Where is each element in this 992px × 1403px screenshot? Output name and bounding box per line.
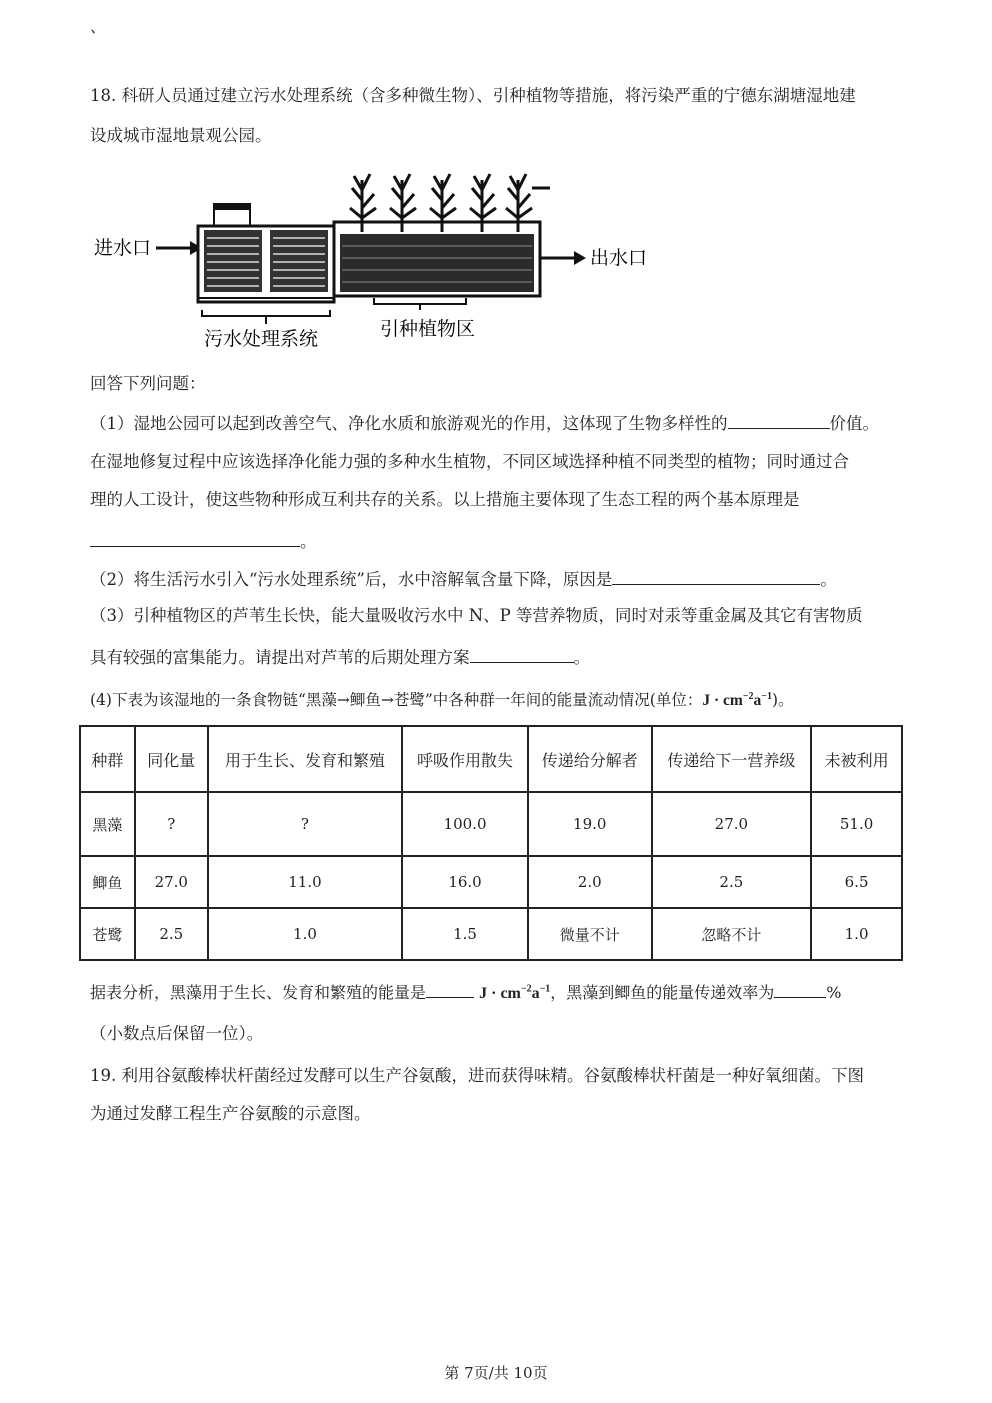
outlet-label: 出水口 [590,247,648,269]
answer-blank-5[interactable] [426,981,474,998]
table-row [80,908,902,960]
part1-text: （1）湿地公园可以起到改善空气、净化水质和旅游观光的作用，这体现了生物多样性的 [90,414,728,433]
part4-text: (4)下表为该湿地的一条食物链“黑藻→鲫鱼→苍鹭”中各种群一年间的能量流动情况(单位： [90,691,703,709]
part1-end: 价值。 [829,414,879,433]
table-row [80,792,902,856]
analysis-a: 据表分析，黑藻用于生长、发育和繁殖的能量是 [90,983,427,1002]
table-row [80,856,902,908]
header-growth: 用于生长、发育和繁殖 [208,726,402,792]
table-cell: 6.5 [811,856,902,908]
energy-unit: $J \cdot cm^{-2}a^{-1}$ [702,690,772,709]
table-cell: 16.0 [402,856,528,908]
page-footer: 第 7页/共 10页 [444,1364,548,1382]
part2-text: （2）将生活污水引入“污水处理系统”后，水中溶解氧含量下降，原因是 [90,570,613,589]
wetland-diagram [90,160,660,360]
table-cell: 苍鹭 [80,908,135,960]
table-header-row [80,726,902,792]
analysis-percent: % [826,983,842,1002]
answer-blank-6[interactable] [774,981,826,998]
table-cell: 2.5 [652,856,812,908]
part4-close: )。 [771,691,794,709]
answer-prompt: 回答下列问题： [90,374,206,393]
q18-part1-line3: 理的人工设计，使这些物种形成互利共存的关系。以上措施主要体现了生态工程的两个基本原理是 [90,490,800,509]
table-cell: ? [208,792,402,856]
inlet-label: 进水口 [94,237,152,259]
table-cell: 1.0 [208,908,402,960]
q18-part1-line4 [90,530,317,552]
table-cell: 1.0 [811,908,902,960]
header-unused: 未被利用 [811,726,902,792]
answer-blank-3[interactable] [612,568,820,585]
table-cell: 黑藻 [80,792,135,856]
analysis-note: （小数点后保留一位）。 [90,1024,264,1043]
table-cell: 2.0 [528,856,652,908]
header-population: 种群 [80,726,135,792]
part3-end: 。 [573,648,590,667]
table-cell: 鲫鱼 [80,856,135,908]
table-cell: 100.0 [402,792,528,856]
answer-blank-1[interactable] [728,412,830,429]
table-cell: 11.0 [208,856,402,908]
energy-flow-table [79,725,903,961]
table-cell: 微量不计 [528,908,652,960]
table-cell: 51.0 [811,792,902,856]
header-next-level: 传递给下一营养级 [652,726,812,792]
sewage-tank [198,226,334,302]
analysis-unit: $J \cdot cm^{-2}a^{-1}$ [479,983,551,1002]
q18-part1-line1 [90,412,879,434]
table-cell: 忽略不计 [652,908,812,960]
header-decomposer: 传递给分解者 [528,726,652,792]
q19-line2: 为通过发酵工程生产谷氨酸的示意图。 [90,1104,371,1123]
part2-end: 。 [820,570,837,589]
q18-part1-line2: 在湿地修复过程中应该选择净化能力强的多种水生植物，不同区域选择种植不同类型的植物；同时通过合 [90,452,849,471]
plant-zone-label: 引种植物区 [380,318,476,340]
header-assimilation: 同化量 [135,726,208,792]
q19-line1: 19. 利用谷氨酸棒状杆菌经过发酵可以生产谷氨酸，进而获得味精。谷氨酸棒状杆菌是一种好氧细菌。下图 [90,1066,864,1085]
q18-intro-line2: 设成城市湿地景观公园。 [90,126,272,145]
answer-blank-2[interactable] [90,530,300,547]
q18-part3-line1: （3）引种植物区的芦苇生长快，能大量吸收污水中 N、P 等营养物质，同时对汞等重金属及其它有害物质 [90,606,863,625]
table-cell: 27.0 [135,856,208,908]
table-cell: 2.5 [135,908,208,960]
q18-intro-line1: 18. 科研人员通过建立污水处理系统（含多种微生物）、引种植物等措施，将污染严重的宁德东湖塘湿地建 [90,86,856,105]
table-cell: ? [135,792,208,856]
table-cell: 27.0 [652,792,812,856]
table-cell: 19.0 [528,792,652,856]
header-respiration: 呼吸作用散失 [402,726,528,792]
q18-part2 [90,568,837,590]
analysis-b: ，黑藻到鲫鱼的能量传递效率为 [550,983,775,1002]
answer-blank-4[interactable] [470,646,574,663]
table-cell: 1.5 [402,908,528,960]
part1-line4-end: 。 [300,532,317,551]
q18-part3-line2 [90,646,590,668]
sewage-system-label: 污水处理系统 [204,328,319,350]
part3-text: 具有较强的富集能力。请提出对芦苇的后期处理方案 [90,648,470,667]
analysis-line [90,981,842,1004]
plant-zone-box [334,222,540,296]
q18-part4-intro [90,690,794,711]
top-mark: 、 [90,17,107,36]
